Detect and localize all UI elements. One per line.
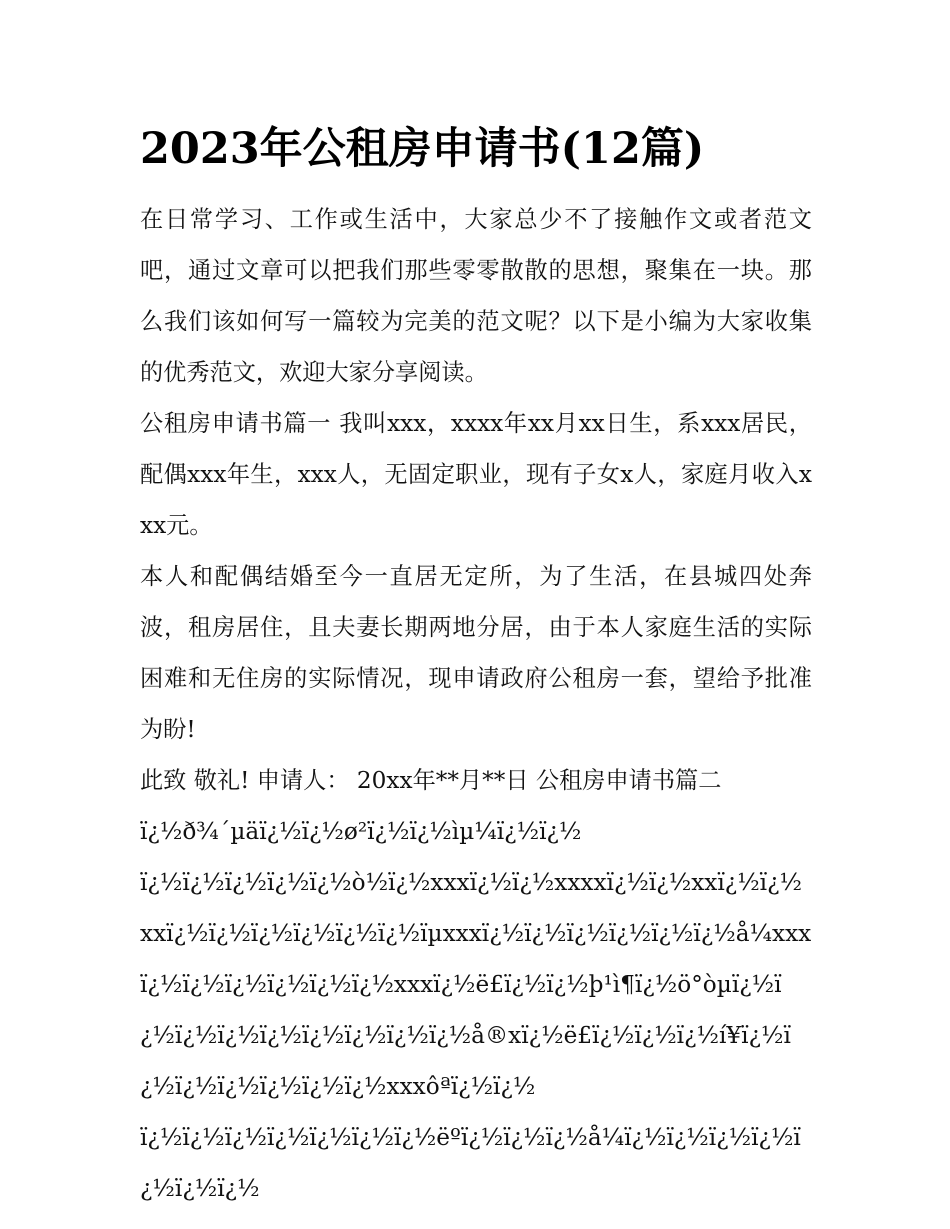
paragraph-applicant-info: 公租房申请书篇一 我叫xxx，xxxx年xx月xx日生，系xxx居民，配偶xxx年生，xxx人，无固定职业，现有子女x人，家庭月收入xxx元。 (140, 410, 812, 539)
paragraph-garbled-tail: ï¿½ï¿½ï¿½ï¿½ï¿½ï¿½ï¿½ëºï¿½ï¿½ï¿½å¼ï¿½ï¿½ï¿½ï¿½ï¿½ï¿½ï¿½ (140, 1124, 801, 1202)
paragraph-garbled-heading: ï¿½ð¾´µäï¿½ï¿½ø²ï¿½ï¿½ìµ¼ï¿½ï¿½ (140, 818, 582, 845)
document-body (140, 118, 812, 1214)
paragraph-garbled-body: ï¿½ï¿½ï¿½ï¿½ï¿½ò½ï¿½xxxï¿½ï¿½xxxxï¿½ï¿½xxï¿½ï¿½xxï¿½ï¿½ï¿½ï¿½ï¿½ï¿½ïµxxxï¿½ï¿½ï¿½ï¿½ï¿½ï¿½å¼xxxï¿½ï¿½ï¿½ï¿½ï¿½ï¿½xxxï¿½ë£ï¿½ï¿½þ¹ì¶ï¿½ö°òµï¿½ï¿½ï¿½ï¿½ï¿½ï¿½ï¿½ï¿½ï¿½å®xï¿½ë£ï¿½ï¿½ï¿½í¥ï¿½ï¿½ï¿½ï¿½ï¿½ï¿½ï¿½xxxôªï¿½ï¿½ (140, 869, 812, 1100)
paragraph-closing: 此致 敬礼! 申请人： 20xx年**月**日 公租房申请书篇二 (140, 767, 722, 794)
document-title: 2023年公租房申请书(12篇) (140, 124, 705, 174)
paragraph-intro: 在日常学习、工作或生活中，大家总少不了接触作文或者范文吧，通过文章可以把我们那些零零散散的思想，聚集在一块。那么我们该如何写一篇较为完美的范文呢？以下是小编为大家收集的优秀范文，欢迎大家分享阅读。 (140, 206, 812, 386)
paragraph-reason: 本人和配偶结婚至今一直居无定所，为了生活，在县城四处奔波，租房居住，且夫妻长期两地分居，由于本人家庭生活的实际困难和无住房的实际情况，现申请政府公租房一套，望给予批准为盼! (140, 563, 812, 743)
